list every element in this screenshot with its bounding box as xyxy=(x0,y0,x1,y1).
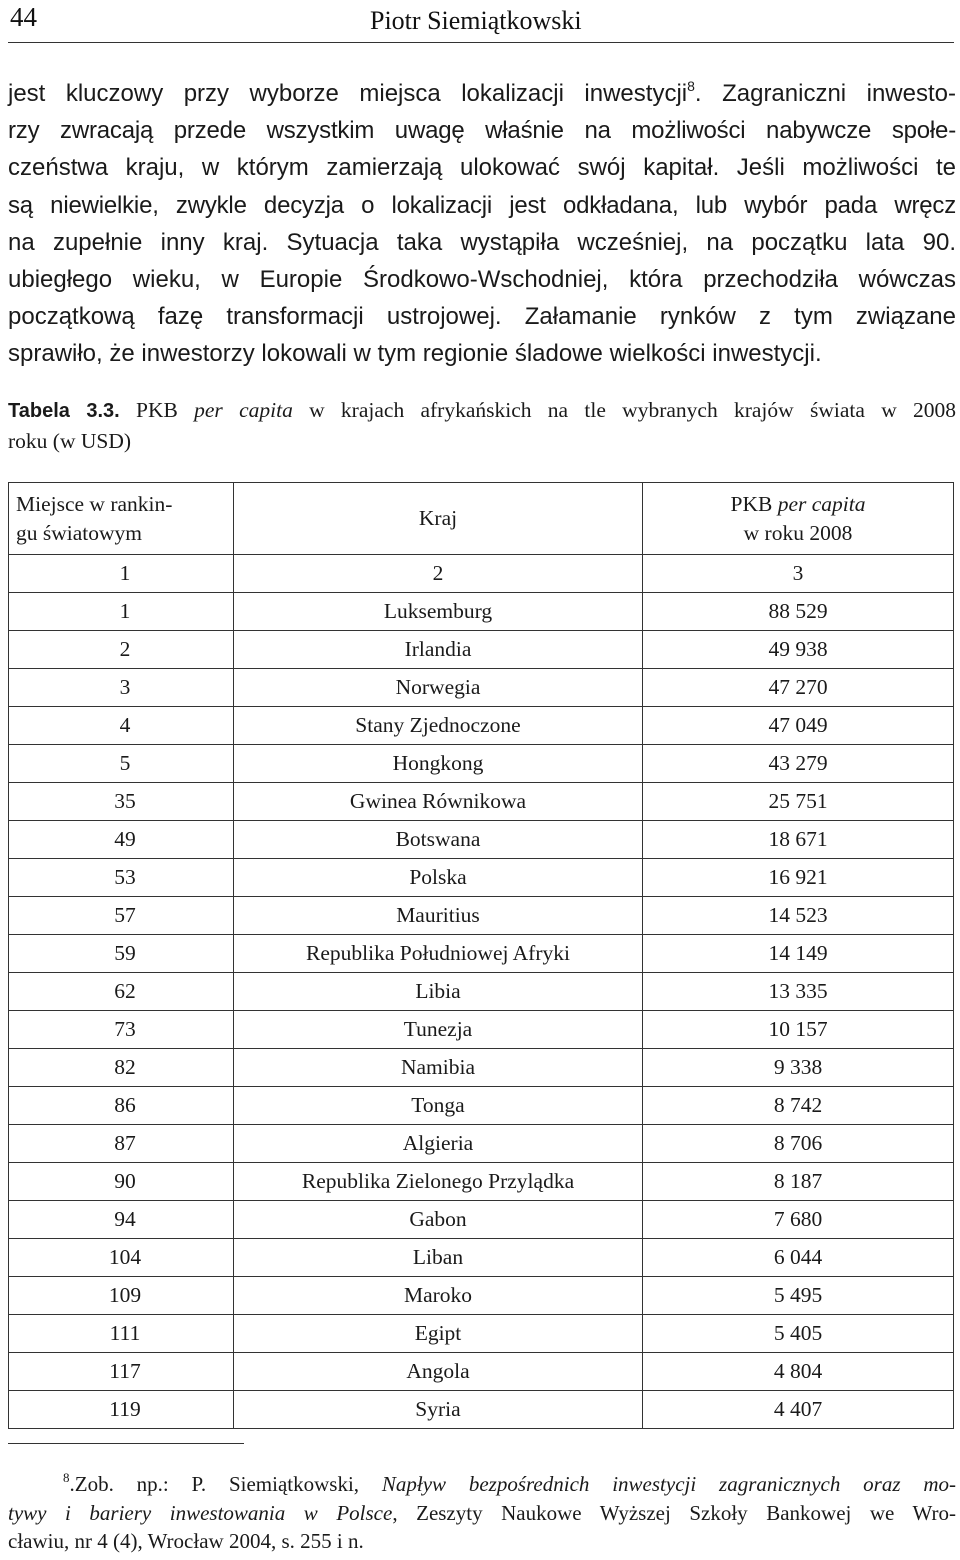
country-cell: Polska xyxy=(234,859,643,897)
body-line: czeństwa kraju, w którym zamierzają ulokować swój kapitał. Jeśli możliwości te xyxy=(8,154,956,182)
table-row xyxy=(9,1049,954,1087)
rank-cell: 62 xyxy=(9,973,234,1011)
gdp-cell: 25 751 xyxy=(643,783,954,821)
gdp-cell: 43 279 xyxy=(643,745,954,783)
body-line: początkową fazę transformacji ustrojowej. Załamanie rynków z tym związane xyxy=(8,303,956,331)
gdp-table xyxy=(8,482,954,1429)
gdp-cell: 10 157 xyxy=(643,1011,954,1049)
table-row xyxy=(9,783,954,821)
body-line: na zupełnie inny kraj. Sytuacja taka wystąpiła wcześniej, na początku lata 90. xyxy=(8,228,956,256)
gdp-cell: 7 680 xyxy=(643,1201,954,1239)
country-cell: Gwinea Równikowa xyxy=(234,783,643,821)
country-cell: Irlandia xyxy=(234,631,643,669)
table-row xyxy=(9,1315,954,1353)
table-row xyxy=(9,1163,954,1201)
rank-cell: 94 xyxy=(9,1201,234,1239)
country-cell: Egipt xyxy=(234,1315,643,1353)
body-line: rzy zwracają przede wszystkim uwagę właśnie na możliwości nabywcze społe- xyxy=(8,117,956,145)
body-line: jest kluczowy przy wyborze miejsca lokalizacji inwestycji$^8$. Zagraniczni inwesto- xyxy=(8,78,956,107)
country-cell: Angola xyxy=(234,1353,643,1391)
rank-cell: 82 xyxy=(9,1049,234,1087)
country-cell: Libia xyxy=(234,973,643,1011)
footnote-reference[interactable]: 8 xyxy=(687,78,695,94)
country-cell: Liban xyxy=(234,1239,643,1277)
country-cell: Algieria xyxy=(234,1125,643,1163)
rank-cell: 4 xyxy=(9,707,234,745)
country-cell: Norwegia xyxy=(234,669,643,707)
country-cell: Syria xyxy=(234,1391,643,1429)
table-row xyxy=(9,669,954,707)
header-country: Kraj xyxy=(234,483,643,555)
table-row xyxy=(9,859,954,897)
body-line: ubiegłego wieku, w Europie Środkowo-Wschodniej, która przechodziła wówczas xyxy=(8,266,956,294)
rank-cell: 111 xyxy=(9,1315,234,1353)
gdp-cell: 13 335 xyxy=(643,973,954,1011)
table-row xyxy=(9,707,954,745)
table-header-row xyxy=(9,483,954,555)
gdp-cell: 14 523 xyxy=(643,897,954,935)
rank-cell: 53 xyxy=(9,859,234,897)
rank-cell: 73 xyxy=(9,1011,234,1049)
rank-cell: 117 xyxy=(9,1353,234,1391)
gdp-cell: 5 495 xyxy=(643,1277,954,1315)
header-ranking: Miejsce w rankin- gu światowym xyxy=(9,483,234,555)
gdp-cell: 8 187 xyxy=(643,1163,954,1201)
table-row xyxy=(9,935,954,973)
table-row xyxy=(9,631,954,669)
gdp-cell: 9 338 xyxy=(643,1049,954,1087)
table-row xyxy=(9,1353,954,1391)
country-cell: Botswana xyxy=(234,821,643,859)
rank-cell: 57 xyxy=(9,897,234,935)
footnote: $^8$.Zob. np.: P. Siemiątkowski, Napływ bezpośrednich inwestycji zagranicznych oraz mo- tywy i bariery inwestowania w Polsce, Zeszyty Naukowe Wyższej Szkoły Bankowej we Wro- cławiu, nr 4 (4), Wrocław 2004, s. 255 i n. xyxy=(8,1470,956,1553)
table-row xyxy=(9,973,954,1011)
body-line: sprawiło, że inwestorzy lokowali w tym regionie śladowe wielkości inwestycji. xyxy=(8,340,822,368)
gdp-cell: 16 921 xyxy=(643,859,954,897)
gdp-cell: 47 270 xyxy=(643,669,954,707)
gdp-cell: 88 529 xyxy=(643,593,954,631)
table-row xyxy=(9,897,954,935)
header-divider xyxy=(8,42,954,43)
gdp-cell: 18 671 xyxy=(643,821,954,859)
table-label: Tabela 3.3. xyxy=(8,400,120,422)
table-row xyxy=(9,1391,954,1429)
footnote-number: 8 xyxy=(63,1470,70,1485)
gdp-cell: 47 049 xyxy=(643,707,954,745)
country-cell: Mauritius xyxy=(234,897,643,935)
gdp-cell: 4 804 xyxy=(643,1353,954,1391)
rank-cell: 86 xyxy=(9,1087,234,1125)
body-line: są niewielkie, zwykle decyzja o lokalizacji jest odkładana, lub wybór pada wręcz xyxy=(8,191,956,219)
country-cell: Hongkong xyxy=(234,745,643,783)
table-row xyxy=(9,821,954,859)
rank-cell: 109 xyxy=(9,1277,234,1315)
country-cell: Maroko xyxy=(234,1277,643,1315)
gdp-cell: 5 405 xyxy=(643,1315,954,1353)
table-body xyxy=(9,593,954,1429)
column-number-row: 1 2 3 xyxy=(9,555,954,593)
rank-cell: 59 xyxy=(9,935,234,973)
rank-cell: 1 xyxy=(9,593,234,631)
table-row xyxy=(9,1087,954,1125)
table-row xyxy=(9,1201,954,1239)
gdp-cell: 6 044 xyxy=(643,1239,954,1277)
country-cell: Republika Zielonego Przylądka xyxy=(234,1163,643,1201)
rank-cell: 3 xyxy=(9,669,234,707)
table-caption: Tabela 3.3. PKB per capita w krajach afrykańskich na tle wybranych krajów świata w 2008 roku (w USD) xyxy=(8,398,957,453)
header-gdp: PKB per capita w roku 2008 xyxy=(643,483,954,555)
country-cell: Luksemburg xyxy=(234,593,643,631)
table-row xyxy=(9,1239,954,1277)
country-cell: Stany Zjednoczone xyxy=(234,707,643,745)
rank-cell: 49 xyxy=(9,821,234,859)
gdp-cell: 8 706 xyxy=(643,1125,954,1163)
rank-cell: 35 xyxy=(9,783,234,821)
rank-cell: 2 xyxy=(9,631,234,669)
table-row xyxy=(9,1125,954,1163)
gdp-cell: 14 149 xyxy=(643,935,954,973)
country-cell: Namibia xyxy=(234,1049,643,1087)
body-paragraph xyxy=(8,75,956,373)
rank-cell: 90 xyxy=(9,1163,234,1201)
gdp-cell: 8 742 xyxy=(643,1087,954,1125)
country-cell: Republika Południowej Afryki xyxy=(234,935,643,973)
country-cell: Gabon xyxy=(234,1201,643,1239)
gdp-cell: 4 407 xyxy=(643,1391,954,1429)
table-row xyxy=(9,745,954,783)
footnote-divider xyxy=(8,1443,244,1444)
rank-cell: 87 xyxy=(9,1125,234,1163)
country-cell: Tonga xyxy=(234,1087,643,1125)
table-row xyxy=(9,1277,954,1315)
page-number: 44 xyxy=(10,2,37,32)
gdp-cell: 49 938 xyxy=(643,631,954,669)
table-row xyxy=(9,593,954,631)
country-cell: Tunezja xyxy=(234,1011,643,1049)
rank-cell: 5 xyxy=(9,745,234,783)
rank-cell: 104 xyxy=(9,1239,234,1277)
running-header-author: Piotr Siemiątkowski xyxy=(370,6,582,35)
table-row xyxy=(9,1011,954,1049)
rank-cell: 119 xyxy=(9,1391,234,1429)
